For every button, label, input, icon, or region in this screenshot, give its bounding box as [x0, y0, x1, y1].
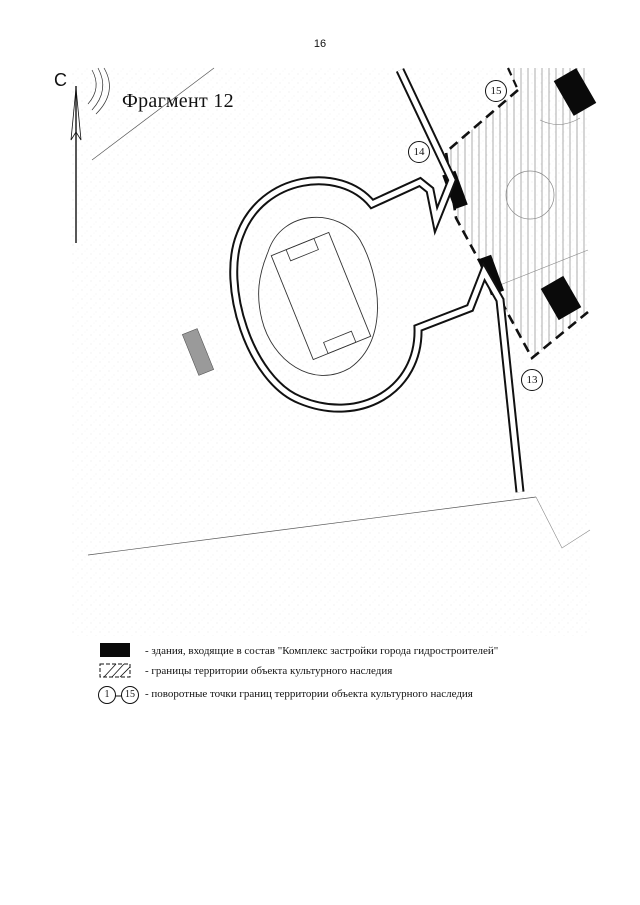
turning-point-13: 13 [521, 369, 543, 391]
legend-building-swatch [100, 643, 130, 657]
legend-point-start: 1 [98, 686, 116, 704]
turning-point-15: 15 [485, 80, 507, 102]
legend-points-text: - поворотные точки границ территории объекта культурного наследия [145, 688, 473, 700]
fragment-title: Фрагмент 12 [122, 90, 234, 112]
legend-buildings-text: - здания, входящие в состав "Комплекс застройки города гидростроителей" [145, 645, 499, 657]
turning-point-14: 14 [408, 141, 430, 163]
legend-boundary-swatch [100, 664, 130, 677]
page-number: 16 [313, 38, 327, 50]
legend-point-end: 15 [121, 686, 139, 704]
north-letter: С [54, 70, 67, 90]
legend-boundary-text: - границы территории объекта культурного наследия [145, 665, 393, 677]
